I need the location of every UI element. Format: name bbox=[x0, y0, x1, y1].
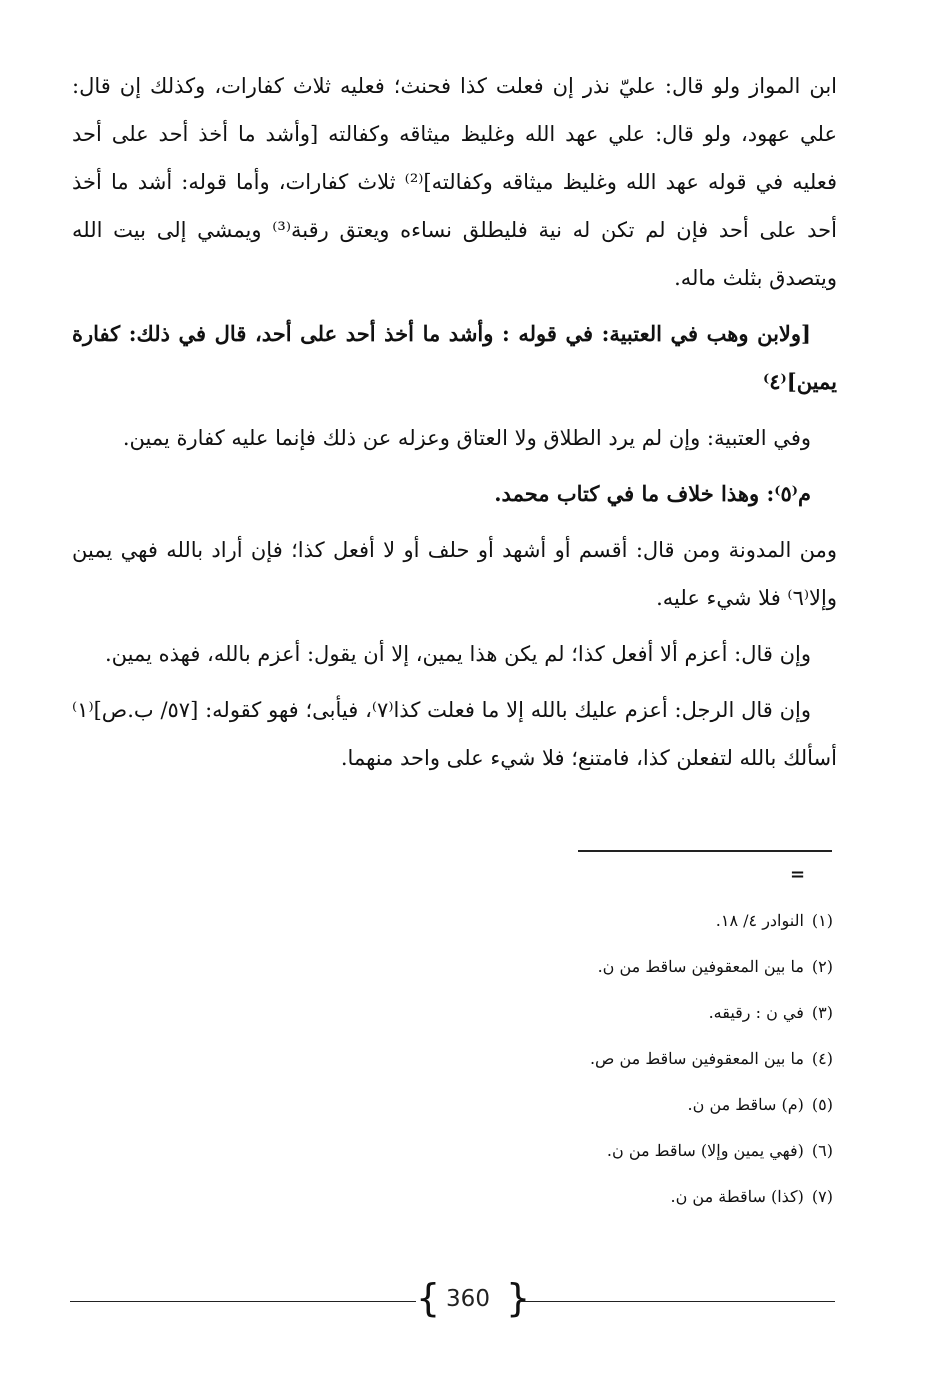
footnote-6 bbox=[72, 1128, 833, 1174]
footnote-text: ما بين المعقوفين ساقط من ص. bbox=[589, 1049, 804, 1068]
footer-rule-left bbox=[70, 1301, 416, 1302]
open-brace-icon: { bbox=[416, 1276, 441, 1320]
footnote-1 bbox=[72, 898, 833, 944]
footnote-number: (٧) bbox=[811, 1187, 833, 1206]
paragraph-5: ومن المدونة ومن قال: أقسم أو أشهد أو حلف أو لا أفعل كذا؛ فإن أراد بالله فهي يمين وإلا⁽٦⁾ فلا شيء عليه. bbox=[72, 538, 837, 610]
footnote-number: (١) bbox=[811, 911, 833, 930]
footnote-text: (م) ساقط من ن. bbox=[687, 1095, 804, 1114]
close-brace-icon: } bbox=[506, 1276, 531, 1320]
footnote-number: (٥) bbox=[811, 1095, 833, 1114]
paragraph-2: [ولابن وهب في العتبية: في قوله : وأشد ما أخذ أحد على أحد، قال في ذلك: كفارة يمين]⁽٤⁾ bbox=[72, 321, 837, 394]
footnote-ornament-icon: = bbox=[790, 864, 806, 885]
paragraph-1: ابن المواز ولو قال: عليّ نذر إن فعلت كذا فحنث؛ فعليه ثلاث كفارات، وكذلك إن قال: علي عهود، ولو قال: علي عهد الله وغليظ ميثاقه وكفالته [وأشد ما أخذ أحد على أحد فعليه في قوله عهد الله وغليظ ميثاقه وكفالته]⁽²⁾ ثلاث كفارات، وأما قوله: أشد ما أخذ أحد على أحد فإن لم تكن له نية فليطلق نساءه ويعتق رقبة⁽³⁾ ويمشي إلى بيت الله ويتصدق بثلث ماله. bbox=[72, 74, 837, 290]
footnote-number: (٤) bbox=[811, 1049, 833, 1068]
footnote-text: (فهي يمين وإلا) ساقط من ن. bbox=[606, 1141, 804, 1160]
main-text bbox=[72, 62, 837, 790]
footnote-text: ما بين المعقوفين ساقط من ن. bbox=[597, 957, 804, 976]
paragraph-3: وفي العتبية: وإن لم يرد الطلاق ولا العتاق وعزله عن ذلك فإنما عليه كفارة يمين. bbox=[122, 426, 811, 450]
paragraph-7: وإن قال الرجل: أعزم عليك بالله إلا ما فعلت كذا⁽٧⁾، فيأبى؛ فهو كقوله: [٥٧/ ب.ص]⁽١⁾ أسألك بالله لتفعلن كذا، فامتنع؛ فلا شيء على واحد منهما. bbox=[72, 698, 837, 770]
footnote-text: في ن : رقيقه. bbox=[708, 1003, 804, 1022]
footnote-7 bbox=[72, 1174, 833, 1220]
footnote-text: (كذا) ساقطة من ن. bbox=[670, 1187, 804, 1206]
footnote-5 bbox=[72, 1082, 833, 1128]
footnote-text: النوادر ٤/ ١٨. bbox=[715, 911, 804, 930]
footnote-4 bbox=[72, 1036, 833, 1082]
paragraph-6: وإن قال: أعزم ألا أفعل كذا؛ لم يكن هذا يمين، إلا أن يقول: أعزم بالله، فهذه يمين. bbox=[104, 642, 811, 666]
footnote-separator bbox=[578, 850, 832, 852]
footnote-number: (٦) bbox=[811, 1141, 833, 1160]
footnotes bbox=[72, 898, 833, 1220]
footnote-3 bbox=[72, 990, 833, 1036]
page-footer bbox=[70, 1278, 835, 1328]
page-number: 360 bbox=[446, 1286, 490, 1312]
paragraph-4: م⁽٥⁾: وهذا خلاف ما في كتاب محمد. bbox=[494, 481, 811, 506]
footnote-number: (٣) bbox=[811, 1003, 833, 1022]
footer-rule-right bbox=[520, 1301, 835, 1302]
footnote-number: (٢) bbox=[811, 957, 833, 976]
footnote-2 bbox=[72, 944, 833, 990]
